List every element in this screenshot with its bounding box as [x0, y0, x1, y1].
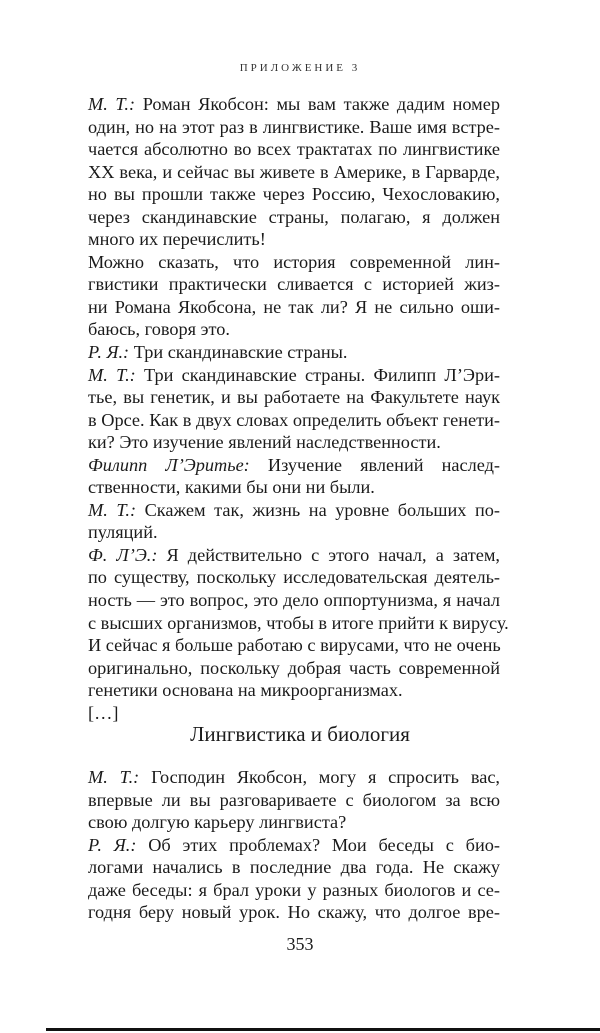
text-line: [88, 679, 500, 702]
line-text: Три скандинавские страны.: [129, 342, 348, 363]
line-text: генетики основана на микроорганизмах.: [88, 680, 403, 701]
line-text: логами начались в последние два года. Не скажу: [88, 857, 500, 878]
text-line: [88, 183, 500, 206]
text-line: [88, 138, 500, 161]
speaker-label: М. Т.:: [88, 94, 136, 114]
speaker-label: Ф. Л’Э.:: [88, 544, 158, 565]
line-text: но вы прошли также через Россию, Чехословакию,: [88, 184, 500, 205]
line-text: с высших организмов, чтобы в итоге прийти к вирусу.: [88, 612, 509, 633]
text-line: [88, 589, 500, 612]
speaker-label: М. Т.:: [88, 499, 137, 520]
line-text: даже беседы: я брал уроки у разных биологов и се-: [88, 879, 500, 900]
text-line: [88, 566, 500, 589]
text-line: [88, 273, 500, 296]
text-line: [88, 879, 500, 902]
line-text: И сейчас я больше работаю с вирусами, что не очень: [88, 635, 501, 656]
text-line: [88, 634, 500, 657]
text-line: [88, 901, 500, 924]
line-text: один, но на этот раз в лингвистике. Ваше имя встре-: [88, 116, 500, 137]
line-text: гвистики практически сливается с историей жиз-: [88, 274, 500, 295]
section-heading: Лингвистика и биология: [190, 722, 410, 746]
text-line: [88, 544, 500, 567]
line-text: ственности, какими бы они ни были.: [88, 477, 375, 498]
text-line: [88, 206, 500, 229]
line-text: ни Романа Якобсона, не так ли? Я не сильно оши-: [88, 296, 500, 317]
speaker-label: Р. Я.:: [88, 834, 137, 855]
line-text: Скажем так, жизнь на уровне больших по-: [136, 499, 500, 520]
text-line: [88, 364, 500, 387]
text-line: [88, 834, 500, 857]
text-line: [88, 789, 500, 812]
line-text: Я действительно с этого начал, а затем,: [157, 544, 500, 565]
text-line: [88, 161, 500, 184]
line-text: […]: [88, 702, 119, 723]
line-text: Изучение явлений наслед-: [249, 454, 501, 475]
text-line: [88, 93, 500, 116]
line-text: XX века, и сейчас вы живете в Америке, в Гарварде,: [88, 161, 500, 182]
line-text: впервые ли вы разговариваете с биологом за всю: [88, 789, 500, 810]
text-line: [88, 612, 509, 635]
text-line: [88, 702, 500, 725]
text-line: [88, 409, 500, 432]
body-text-block-1: [88, 93, 509, 724]
text-line: [88, 228, 500, 251]
text-line: [88, 454, 500, 477]
line-text: Можно сказать, что история современной лин-: [88, 251, 500, 272]
line-text: свою долгую карьеру лингвиста?: [88, 812, 347, 833]
line-text: чается абсолютно во всех трактатах по лингвистике: [88, 139, 500, 160]
speaker-label: Филипп Л’Эритье:: [88, 454, 250, 475]
line-text: оригинально, поскольку добрая часть современной: [88, 657, 500, 678]
line-text: по существу, поскольку исследовательская деятель-: [88, 567, 500, 588]
line-text: через скандинавские страны, полагаю, я должен: [88, 206, 500, 227]
text-line: [88, 318, 500, 341]
line-text: много их перечислить!: [88, 229, 266, 250]
line-text: Об этих проблемах? Мои беседы с био-: [136, 834, 500, 855]
text-line: [88, 386, 500, 409]
line-text: Три скандинавские страны. Филипп Л’Эри-: [135, 364, 500, 385]
bottom-rule: [46, 1028, 600, 1031]
line-text: ки? Это изучение явлений наследственности.: [88, 432, 441, 453]
text-line: [88, 811, 500, 834]
body-text-block-2: [88, 766, 500, 924]
page-number: 353: [286, 934, 314, 954]
text-line: [88, 341, 500, 364]
line-text: пуляций.: [88, 522, 158, 543]
speaker-label: Р. Я.:: [88, 342, 130, 363]
text-line: [88, 521, 500, 544]
text-line: [88, 766, 500, 789]
text-line: [88, 499, 500, 522]
text-line: [88, 251, 500, 274]
line-text: годня беру новый урок. Но скажу, что долгое вре-: [88, 902, 500, 923]
speaker-label: М. Т.:: [88, 364, 136, 385]
line-text: тье, вы генетик, и вы работаете на Факультете наук: [88, 387, 500, 408]
text-line: [88, 657, 500, 680]
text-line: [88, 296, 500, 319]
running-head: ПРИЛОЖЕНИЕ 3: [239, 62, 361, 74]
line-text: Роман Якобсон: мы вам также дадим номер: [135, 94, 501, 114]
line-text: в Орсе. Как в двух словах определить объект генети-: [88, 409, 500, 430]
speaker-label: М. Т.:: [88, 767, 140, 787]
text-line: [88, 856, 500, 879]
text-line: [88, 431, 500, 454]
text-line: [88, 476, 500, 499]
text-line: [88, 116, 500, 139]
line-text: ность — это вопрос, это дело оппортунизма, я начал: [88, 590, 500, 611]
line-text: баюсь, говоря это.: [88, 319, 230, 340]
line-text: Господин Якобсон, могу я спросить вас,: [139, 767, 501, 787]
